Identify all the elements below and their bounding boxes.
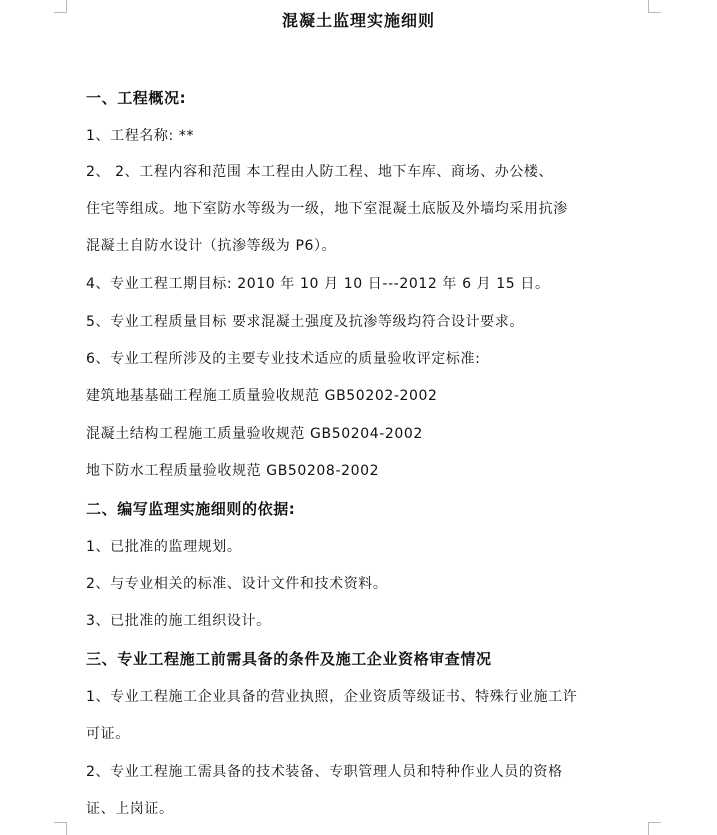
paragraph-line: 1、专业工程施工企业具备的营业执照，企业资质等级证书、特殊行业施工许 bbox=[86, 689, 578, 705]
paragraph-line: 6、专业工程所涉及的主要专业技术适应的质量验收评定标准: bbox=[86, 351, 481, 367]
crop-mark-bottom-left bbox=[54, 822, 67, 835]
paragraph-line: 住宅等组成。地下室防水等级为一级，地下室混凝土底版及外墙均采用抗渗 bbox=[86, 201, 568, 217]
standard-line: 混凝土结构工程施工质量验收规范 GB50204-2002 bbox=[86, 426, 423, 442]
section-heading-basis: 二、编写监理实施细则的依据: bbox=[86, 500, 296, 518]
paragraph-line: 2、专业工程施工需具备的技术装备、专职管理人员和特种作业人员的资格 bbox=[86, 764, 563, 780]
standard-line: 建筑地基基础工程施工质量验收规范 GB50202-2002 bbox=[86, 388, 438, 404]
paragraph-line: 可证。 bbox=[86, 726, 130, 742]
paragraph-line: 2、与专业相关的标准、设计文件和技术资料。 bbox=[86, 576, 388, 592]
paragraph-line: 1、工程名称: ** bbox=[86, 128, 195, 144]
crop-mark-bottom-right bbox=[648, 822, 661, 835]
standard-line: 地下防水工程质量验收规范 GB50208-2002 bbox=[86, 463, 380, 479]
section-heading-overview: 一、工程概况: bbox=[86, 89, 187, 107]
paragraph-line: 2、 2、工程内容和范围 本工程由人防工程、地下车库、商场、办公楼、 bbox=[86, 164, 554, 180]
paragraph-line: 5、专业工程质量目标 要求混凝土强度及抗渗等级均符合设计要求。 bbox=[86, 314, 524, 330]
paragraph-line: 1、已批准的监理规划。 bbox=[86, 539, 242, 555]
paragraph-line: 混凝土自防水设计（抗渗等级为 P6）。 bbox=[86, 238, 337, 254]
section-heading-conditions: 三、专业工程施工前需具备的条件及施工企业资格审查情况 bbox=[86, 650, 492, 668]
paragraph-line: 3、已批准的施工组织设计。 bbox=[86, 613, 271, 629]
document-title: 混凝土监理实施细则 bbox=[281, 11, 435, 30]
paragraph-line: 4、专业工程工期目标: 2010 年 10 月 10 日---2012 年 6 月 15 日。 bbox=[86, 276, 550, 292]
paragraph-line: 证、上岗证。 bbox=[86, 801, 174, 817]
